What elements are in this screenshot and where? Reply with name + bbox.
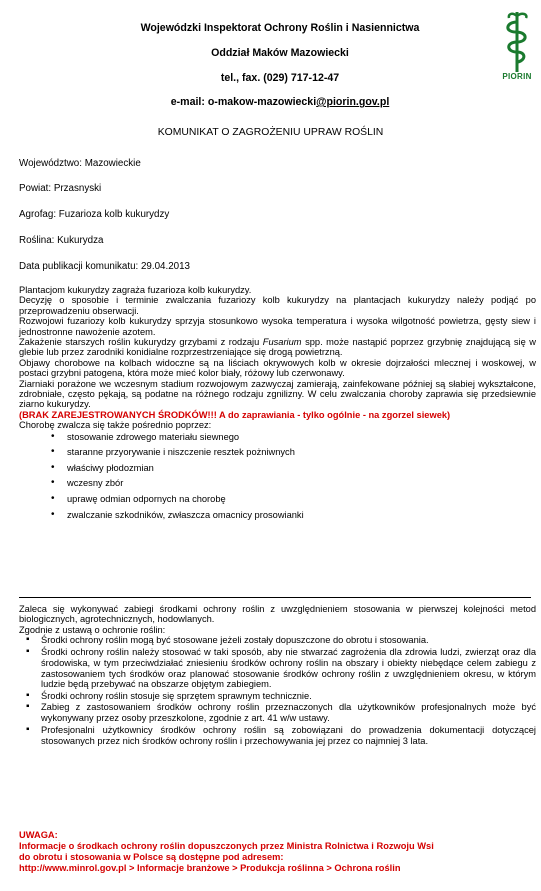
paragraph-4	[19, 337, 536, 358]
meta-data-publikacji: Data publikacji komunikatu: 29.04.2013	[19, 261, 191, 272]
paragraph-6: Ziarniaki porażone we wczesnym stadium rozwojowym zazwyczaj zamierają, zainfekowane później są słabiej wykształcone, zdrobniałe, często pękają, są podatne na różnego rodzaju zgnilizny. W celu zwalczania choroby zaprawia się przedsiewnie ziarno kukurydzy.	[19, 378, 536, 410]
list-item: ▪ Profesjonalni użytkownicy środków ochrony roślin są zobowiązani do prowadzenia dokumentacji dotyczącej stosowanych przez nich środków ochrony roślin i przechowywania jej przez co najmniej 3 lata.	[19, 725, 536, 747]
regulations-section	[19, 604, 536, 747]
warning-label: UWAGA:	[19, 830, 58, 840]
paragraph-5: Objawy chorobowe na kolbach widoczne są na liściach okrywowych kolb w okresie dojrzałości mlecznej i woskowej, w postaci grzybni patogena, która może mieć kolor biały, różowy lub czerwonawy.	[19, 357, 536, 379]
red-note: (BRAK ZAREJESTROWANYCH ŚRODKÓW!!! A do zaprawiania - tylko ogólnie - na zgorzel siewek)	[19, 409, 451, 420]
logo-text: PIORIN	[502, 72, 532, 81]
header-phone: tel., fax. (029) 717-12-47	[220, 72, 340, 84]
list-item: • staranne przyorywanie i niszczenie resztek pożniwnych	[19, 446, 536, 462]
recommendation: Zaleca się wykonywać zabiegi środkami ochrony roślin z uwzględnieniem stosowania w pierwszej kolejności metod biologicznych, agrotechnicznych, hodowlanych.	[19, 604, 536, 625]
list-item: • wczesny zbór	[19, 477, 536, 493]
page-title: KOMUNIKAT O ZAGROŻENIU UPRAW ROŚLIN	[157, 127, 384, 138]
body-text	[19, 285, 536, 524]
law-list	[19, 635, 536, 746]
agrofag-label: Agrofag:	[19, 209, 59, 220]
email-local: e-mail: o-makow-mazowiecki	[170, 96, 317, 108]
roslina-value: Kukurydza	[57, 235, 104, 246]
header-email[interactable]	[60, 96, 500, 109]
header-branch: Oddział Maków Mazowiecki	[211, 47, 349, 59]
roslina-label: Roślina:	[19, 235, 58, 246]
warning-block	[19, 830, 536, 874]
fusarium-italic: Fusarium	[262, 337, 302, 348]
meta-wojewodztwo: Województwo: Mazowieckie	[19, 158, 141, 169]
list-item: • zwalczanie szkodników, zwłaszcza omacnicy prosowianki	[19, 509, 536, 525]
warning-line-2: do obrotu i stosowania w Polsce są dostępne pod adresem:	[19, 851, 284, 862]
paragraph-4b: spp. może nastąpić poprzez grzybnię znajdującą się w glebie lub przez zarodniki konidialne rozprzestrzeniające się drogą powietrzną.	[19, 337, 536, 358]
list-item: ▪ Środki ochrony roślin stosuje się sprzętem sprawnym technicznie.	[19, 691, 536, 702]
law-intro: Zgodnie z ustawą o ochronie roślin:	[19, 624, 166, 635]
control-methods-list	[19, 431, 536, 525]
paragraph-7: Chorobę zwalcza się także pośrednio poprzez:	[19, 420, 212, 431]
minrol-link[interactable]: http://www.minrol.gov.pl > Informacje branżowe > Produkcja roślinna > Ochrona roślin	[19, 862, 401, 873]
list-item: ▪ Środki ochrony roślin mogą być stosowane jeżeli zostały dopuszczone do obrotu i stosowania.	[19, 635, 536, 646]
meta-roslina	[19, 235, 103, 247]
divider	[19, 597, 531, 598]
email-domain-link[interactable]: @piorin.gov.pl	[316, 96, 390, 108]
agrofag-value: Fuzarioza kolb kukurydzy	[58, 209, 170, 220]
paragraph-4a: Zakażenie starszych roślin kukurydzy grzybami z rodzaju	[19, 337, 263, 348]
list-item: • stosowanie zdrowego materiału siewnego	[19, 431, 536, 447]
warning-line-1: Informacje o środkach ochrony roślin dopuszczonych przez Ministra Rolnictwa i Rozwoju Wsi	[19, 840, 434, 851]
meta-powiat: Powiat: Przasnyski	[19, 183, 102, 194]
paragraph-1: Plantacjom kukurydzy zagraża fuzarioza kolb kukurydzy.	[19, 285, 252, 295]
paragraph-3: Rozwojowi fuzariozy kolb kukurydzy sprzyja stosunkowo wysoka temperatura i wysoka wilgotność powietrza, gęsty siew i jednostronne nawożenie azotem.	[19, 316, 536, 337]
header-institution: Wojewódzki Inspektorat Ochrony Roślin i Nasiennictwa	[140, 22, 420, 34]
paragraph-2: Decyzję o sposobie i terminie zwalczania fuzariozy kolb kukurydzy na plantacjach kukurydzy należy podjąć po przeprowadzeniu obserwacji.	[19, 295, 536, 316]
list-item: • właściwy płodozmian	[19, 462, 536, 478]
list-item: • uprawę odmian odpornych na chorobę	[19, 493, 536, 509]
list-item: ▪ Zabieg z zastosowaniem środków ochrony roślin przeznaczonych dla użytkowników profesjonalnych może być wykonywany przez osoby przeszkolone, zgodnie z art. 41 w/w ustawy.	[19, 702, 536, 724]
meta-agrofag	[19, 209, 169, 221]
list-item: ▪ Środki ochrony roślin należy stosować w taki sposób, aby nie stwarzać zagrożenia dla zdrowia ludzi, zwierząt oraz dla środowiska, w tym przeciwdziałać zniesieniu środków ochrony roślin na obszary i obiekty niebędące celem zabiegu z zastosowaniem tych środków oraz planować stosowanie środków ochrony roślin z uwzględnieniem okresu, w którym ludzie będą przebywać na obszarze objętym zabiegiem.	[19, 647, 536, 691]
